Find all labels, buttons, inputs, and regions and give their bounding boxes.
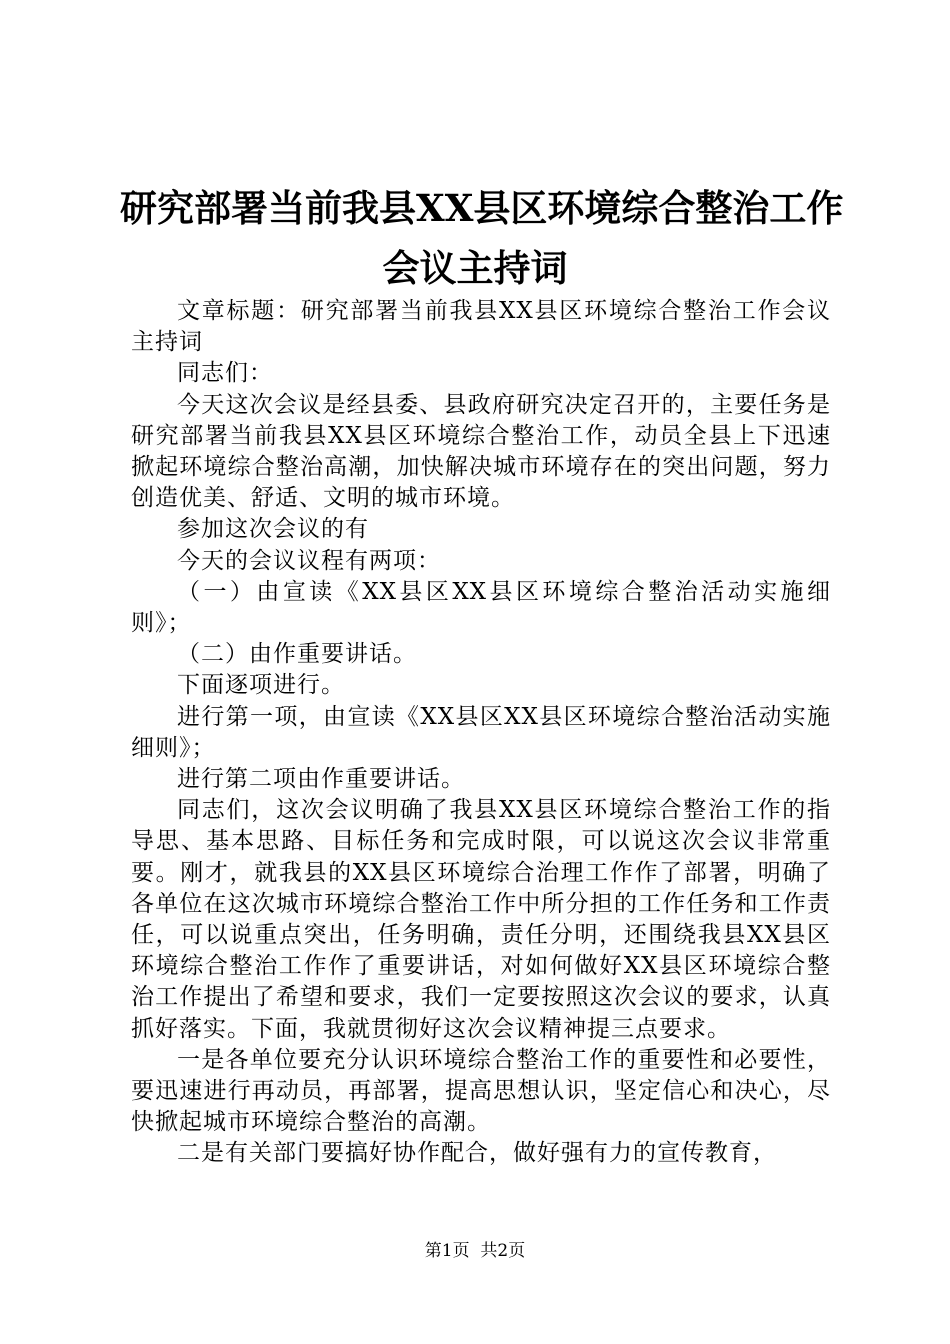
paragraph: 同志们：: [177, 360, 273, 387]
paragraph: 二是有关部门要搞好协作配合，做好强有力的宣传教育，: [177, 1140, 777, 1167]
paragraph: （二）由作重要讲话。: [177, 641, 417, 668]
document-body: [131, 296, 831, 1170]
paragraph: 文章标题：研究部署当前我县XX县区环境综合整治工作会议主持词: [131, 298, 831, 356]
paragraph: 进行第一项，由宣读《XX县区XX县区环境综合整治活动实施细则》；: [131, 703, 831, 761]
paragraph: 同志们，这次会议明确了我县XX县区环境综合整治工作的指导思、基本思路、目标任务和完成时限，可以说这次会议非常重要。刚才，就我县的XX县区环境综合治理工作作了部署，明确了各单位在这次城市环境综合整治工作中所分担的工作任务和工作责任，可以说重点突出，任务明确，责任分明，还围绕我县XX县区环境综合整治工作作了重要讲话，对如何做好XX县区环境综合整治工作提出了希望和要求，我们一定要按照这次会议的要求，认真抓好落实。下面，我就贯彻好这次会议精神提三点要求。: [131, 797, 831, 1042]
paragraph: 今天这次会议是经县委、县政府研究决定召开的，主要任务是研究部署当前我县XX县区环境综合整治工作，动员全县上下迅速掀起环境综合整治高潮，加快解决城市环境存在的突出问题，努力创造优美、舒适、文明的城市环境。: [131, 391, 831, 512]
page-footer: 第1页 共2页: [424, 1241, 526, 1261]
paragraph: 下面逐项进行。: [177, 672, 345, 699]
paragraph: 今天的会议议程有两项：: [177, 547, 441, 574]
paragraph: 进行第二项由作重要讲话。: [177, 766, 465, 793]
paragraph: 一是各单位要充分认识环境综合整治工作的重要性和必要性，要迅速进行再动员，再部署，提高思想认识，坚定信心和决心，尽快掀起城市环境综合整治的高潮。: [131, 1046, 831, 1136]
paragraph: 参加这次会议的有: [177, 516, 369, 543]
document-title-line-2: 会议主持词: [382, 246, 568, 290]
paragraph: （一）由宣读《XX县区XX县区环境综合整治活动实施细则》；: [131, 578, 831, 637]
document-title-line-1: 研究部署当前我县XX县区环境综合整治工作: [120, 186, 844, 230]
